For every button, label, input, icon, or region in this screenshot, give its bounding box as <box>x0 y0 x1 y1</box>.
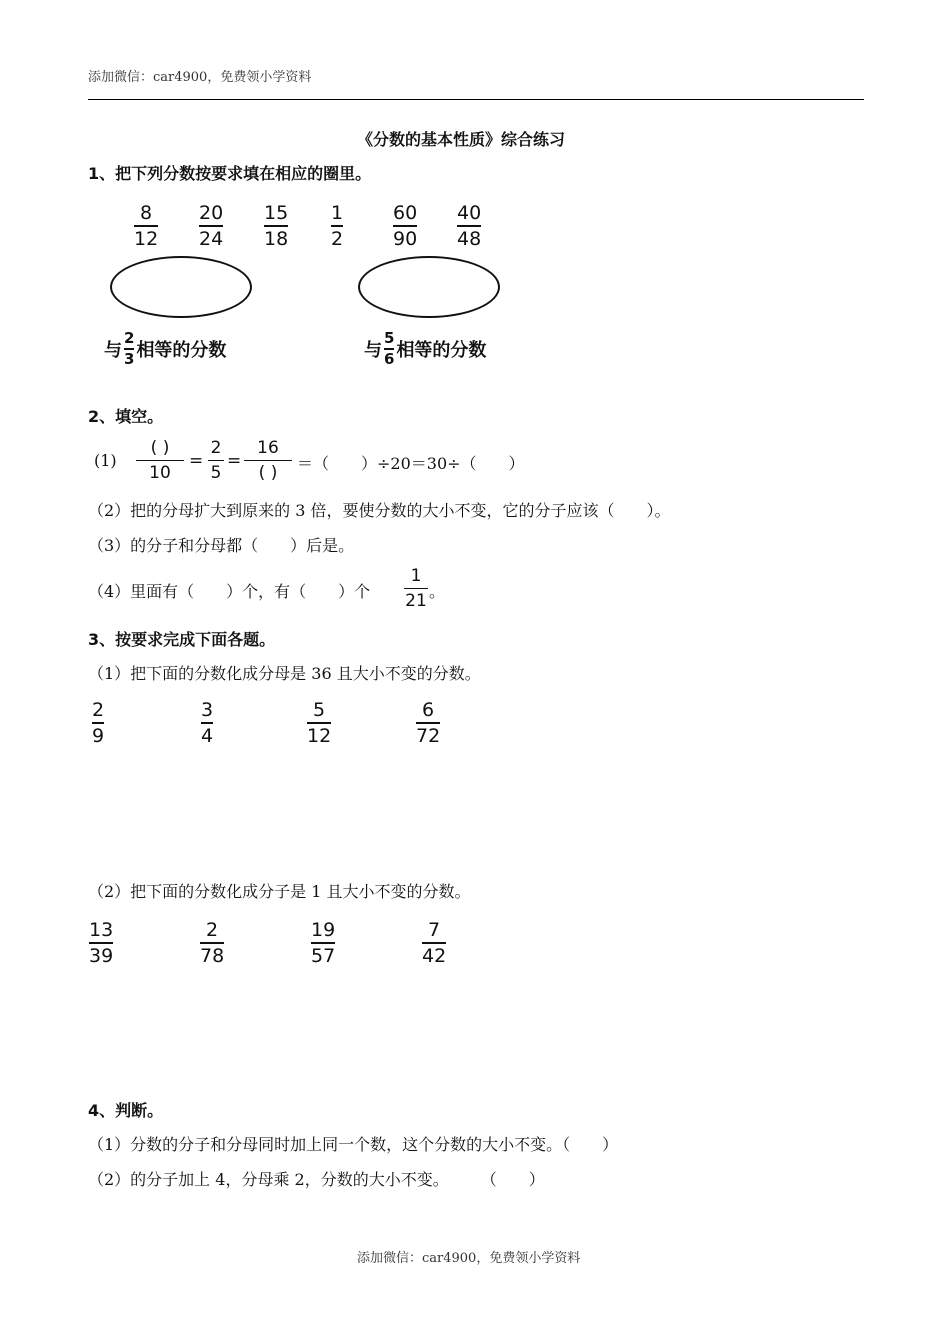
q2-p4-fraction: 1 21 <box>405 566 427 612</box>
q2-p3: （3）的分子和分母都（ ）后是。 <box>88 536 355 555</box>
footer-text: 添加微信：car4900，免费领小学资料 <box>357 1251 581 1266</box>
q1-fraction: 60 90 <box>393 202 418 250</box>
q4-heading: 4、判断。 <box>88 1101 164 1120</box>
q1-heading: 1、把下列分数按要求填在相应的圈里。 <box>88 164 372 183</box>
q3-p2-fraction: 13 39 <box>89 919 114 967</box>
q1-fraction: 15 18 <box>264 202 289 250</box>
q3-p1-fraction: 5 12 <box>307 699 332 747</box>
q1-fraction: 20 24 <box>199 202 224 250</box>
answer-oval-right[interactable] <box>358 256 500 318</box>
equals-sign: = <box>227 451 242 471</box>
q3-p1-fraction: 3 4 <box>201 699 214 747</box>
q3-p2-fraction: 19 57 <box>311 919 336 967</box>
equals-sign: = <box>189 451 204 471</box>
q2-p1-fraction-2: 2 5 <box>208 438 224 483</box>
q2-p4: （4）里面有（ ）个，有（ ）个 <box>88 582 371 601</box>
q3-p2: （2）把下面的分数化成分子是 1 且大小不变的分数。 <box>88 882 471 901</box>
q2-p1-number: (1) <box>94 451 117 470</box>
q3-p1: （1）把下面的分数化成分母是 36 且大小不变的分数。 <box>88 664 481 683</box>
header-divider <box>88 99 864 100</box>
q2-p1-fraction-1: ( ) 10 <box>136 438 184 483</box>
header-text: 添加微信：car4900，免费领小学资料 <box>88 70 312 85</box>
q1-fraction: 40 48 <box>457 202 482 250</box>
q2-p4-end: 。 <box>429 582 446 601</box>
q1-fraction: 8 12 <box>134 202 159 250</box>
q4-p1: （1）分数的分子和分母同时加上同一个数，这个分数的大小不变。（ ） <box>88 1135 619 1154</box>
q2-p1-fraction-3: 16 ( ) <box>244 438 292 483</box>
q3-p2-fraction: 7 42 <box>422 919 447 967</box>
page-title: 《分数的基本性质》综合练习 <box>357 130 566 149</box>
q4-p2: （2）的分子加上 4，分母乘 2，分数的大小不变。 （ ） <box>88 1170 545 1189</box>
q3-heading: 3、按要求完成下面各题。 <box>88 630 276 649</box>
q2-p1-tail: ＝（ ）÷20＝30÷（ ） <box>297 454 525 473</box>
q3-p1-fraction: 2 9 <box>92 699 105 747</box>
q3-p1-fraction: 6 72 <box>416 699 441 747</box>
q2-heading: 2、填空。 <box>88 407 164 426</box>
q3-p2-fraction: 2 78 <box>200 919 225 967</box>
q2-p2: （2）把的分母扩大到原来的 3 倍，要使分数的大小不变，它的分子应该（ ）。 <box>88 501 671 520</box>
q1-fraction: 1 2 <box>331 202 344 250</box>
answer-oval-left[interactable] <box>110 256 252 318</box>
right-oval-label: 与 $\frac{5}{6}$ 相等的分数 <box>364 329 487 368</box>
left-oval-label: 与 $\frac{2}{3}$ 相等的分数 <box>104 329 227 368</box>
